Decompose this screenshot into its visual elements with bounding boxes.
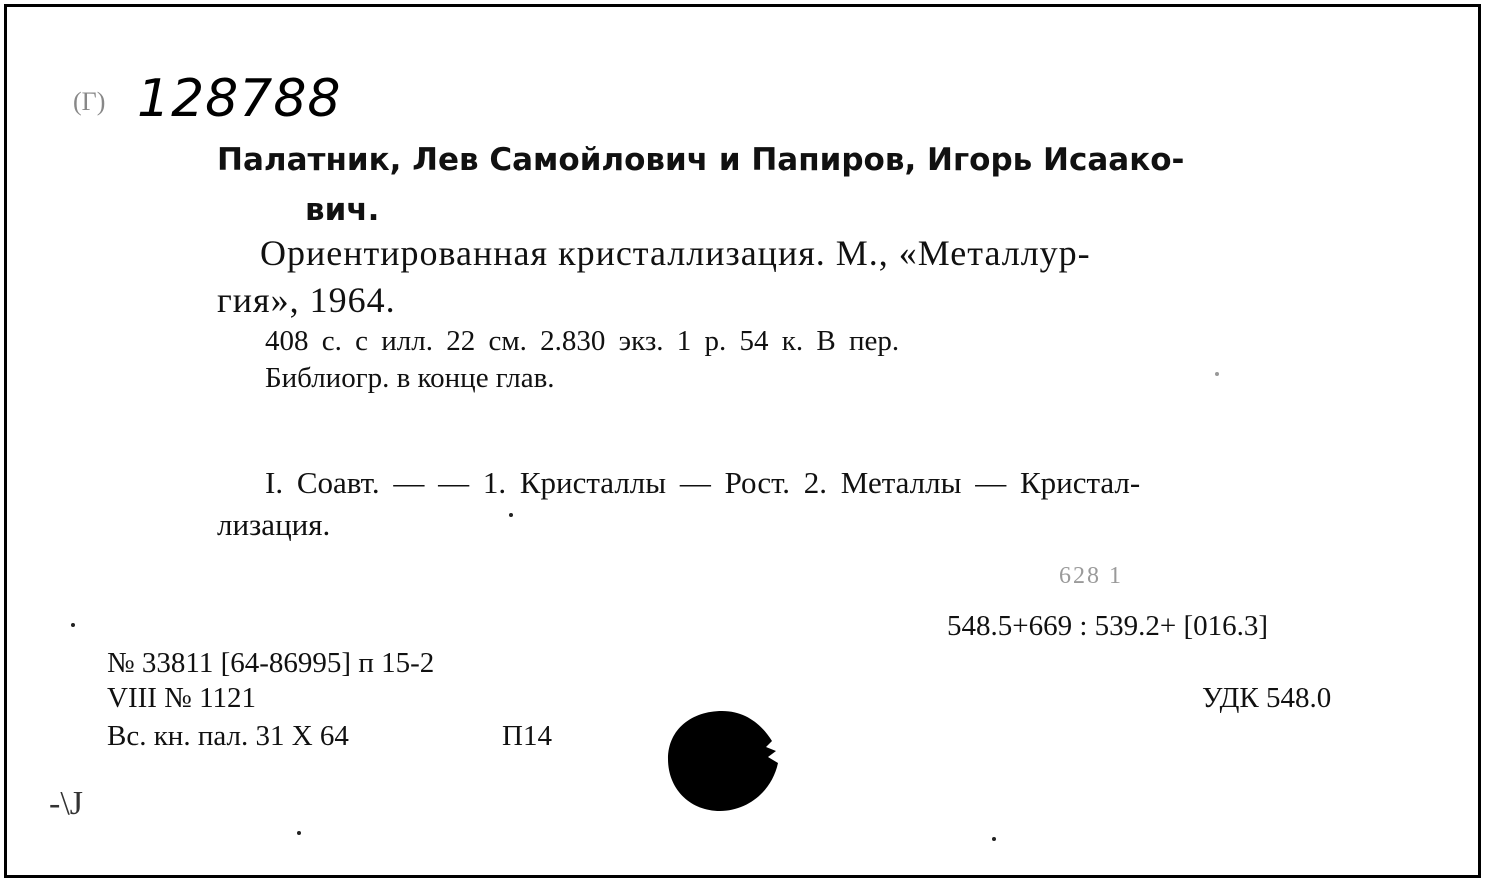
catalog-card xyxy=(4,4,1481,878)
speck xyxy=(71,623,75,627)
signed-to-print: Вс. кн. пал. 31 X 64 xyxy=(107,720,349,752)
faint-stamp: 628 1 xyxy=(1059,563,1123,589)
authors-line-1: Палатник, Лев Самойлович и Папиров, Игорь Исаако- xyxy=(217,142,1185,178)
tracings-line-2: лизация. xyxy=(217,507,331,542)
speck xyxy=(992,837,996,841)
title-line-2: гия», 1964. xyxy=(217,280,396,320)
library-stamp-mark: (Г) xyxy=(73,87,106,116)
speck xyxy=(1215,372,1219,376)
price-code: П14 xyxy=(502,720,552,752)
bibliography-note: Библиогр. в конце глав. xyxy=(265,362,555,394)
classification-index: 548.5+669 : 539.2+ [016.3] xyxy=(947,610,1269,642)
corner-mark: -\J xyxy=(49,785,83,822)
title-line-1: Ориентированная кристаллизация. М., «Металлур- xyxy=(260,233,1091,273)
order-number: № 33811 [64-86995] п 15-2 xyxy=(107,647,435,679)
accession-number: 128788 xyxy=(137,69,342,129)
speck xyxy=(509,513,513,517)
authors-line-2: вич. xyxy=(305,192,380,228)
list-number: VIII № 1121 xyxy=(107,682,257,714)
tracings-line-1: I. Соавт. — — 1. Кристаллы — Рост. 2. Металлы — Кристал- xyxy=(265,465,1141,500)
udk-code: УДК 548.0 xyxy=(1202,682,1332,714)
speck xyxy=(297,831,301,835)
punch-hole xyxy=(662,707,782,815)
collation: 408 с. с илл. 22 см. 2.830 экз. 1 р. 54 к. В пер. xyxy=(265,325,900,357)
